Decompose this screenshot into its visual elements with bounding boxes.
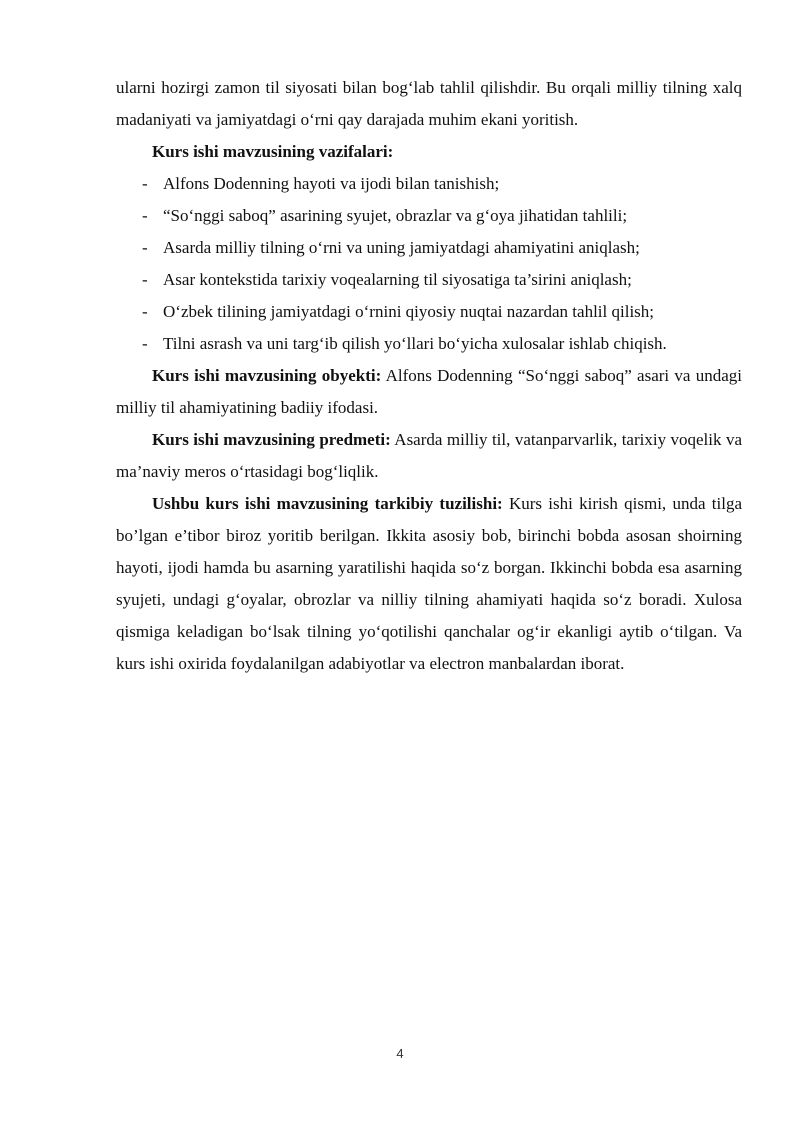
structure-text: Kurs ishi kirish qismi, unda tilga bo’lgan e’tibor biroz yoritib berilgan. Ikkita asosiy bob, birinchi bobda asosan shoirning hayoti, ijodi hamda bu asarning yaratilishi haqida so‘z borgan. Ikkinchi bobda esa asarning syujeti, undagi g‘oyalar, obrozlar va nilliy tilning ahamiyati haqida so‘z boradi. Xulosa qismiga keladigan bo‘lsak tilning yo‘qotilishi qanchalar og‘ir ekanligi aytib o‘tilgan. Va kurs ishi oxirida foydalanilgan adabiyotlar va electron manbalardan iborat. xyxy=(116,494,742,673)
document-body xyxy=(116,72,742,680)
tasks-list xyxy=(116,168,742,360)
task-text: O‘zbek tilining jamiyatdagi o‘rnini qiyosiy nuqtai nazardan tahlil qilish; xyxy=(163,302,655,321)
tasks-heading: Kurs ishi mavzusining vazifalari: xyxy=(152,142,394,161)
bullet-dash: - xyxy=(142,270,148,289)
bullet-dash: - xyxy=(142,302,148,321)
task-text: “So‘nggi saboq” asarining syujet, obrazlar va g‘oya jihatidan tahlili; xyxy=(163,206,628,225)
list-item xyxy=(116,328,742,360)
bullet-dash: - xyxy=(142,206,148,225)
object-paragraph xyxy=(116,360,742,424)
intro-paragraph: ularni hozirgi zamon til siyosati bilan bog‘lab tahlil qilishdir. Bu orqali milliy tilning xalq madaniyati va jamiyatdagi o‘rni qay darajada muhim ekani yoritish. xyxy=(116,78,742,129)
bullet-dash: - xyxy=(142,174,148,193)
subject-paragraph xyxy=(116,424,742,488)
subject-label: Kurs ishi mavzusining predmeti: xyxy=(152,430,391,449)
page-number: 4 xyxy=(396,1046,404,1061)
task-text: Tilni asrash va uni targ‘ib qilish yo‘llari bo‘yicha xulosalar ishlab chiqish. xyxy=(163,334,667,353)
subject-text: Asarda milliy til, vatanparvarlik, tarixiy voqelik va ma’naviy meros o‘rtasidagi bog‘liqlik. xyxy=(116,430,742,481)
list-item xyxy=(116,168,742,200)
task-text: Asarda milliy tilning o‘rni va uning jamiyatdagi ahamiyatini aniqlash; xyxy=(163,238,640,257)
object-text: Alfons Dodenning “So‘nggi saboq” asari va undagi milliy til ahamiyatining badiiy ifodasi. xyxy=(116,366,742,417)
structure-label: Ushbu kurs ishi mavzusining tarkibiy tuzilishi: xyxy=(152,494,503,513)
structure-paragraph xyxy=(116,488,742,680)
list-item xyxy=(116,264,742,296)
task-text: Asar kontekstida tarixiy voqealarning til siyosatiga ta’sirini aniqlash; xyxy=(163,270,632,289)
list-item xyxy=(116,232,742,264)
task-text: Alfons Dodenning hayoti va ijodi bilan tanishish; xyxy=(163,174,500,193)
bullet-dash: - xyxy=(142,334,148,353)
bullet-dash: - xyxy=(142,238,148,257)
list-item xyxy=(116,296,742,328)
object-label: Kurs ishi mavzusining obyekti: xyxy=(152,366,382,385)
list-item xyxy=(116,200,742,232)
